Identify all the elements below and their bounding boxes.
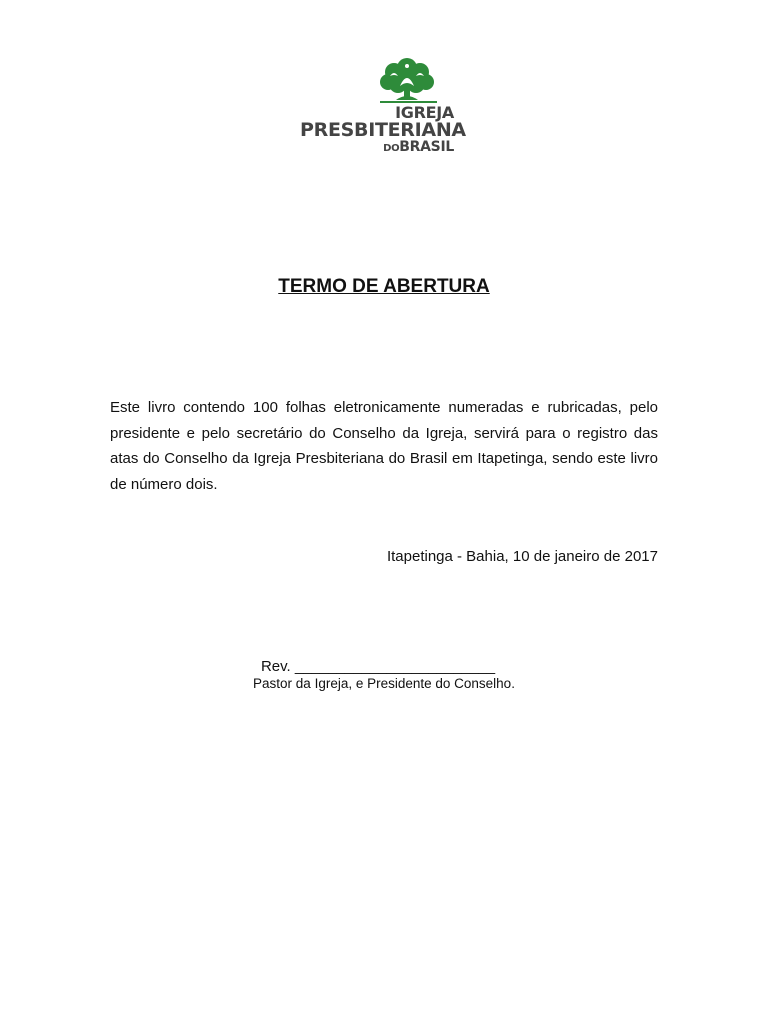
logo-line-igreja: IGREJA [395,103,454,122]
place-date: Itapetinga - Bahia, 10 de janeiro de 2017 [386,548,658,565]
document-title: TERMO DE ABERTURA [278,276,490,297]
document-body: Este livro contendo 100 folhas eletronicamente numeradas e rubricadas, pelo presidente e pelo secretário do Conselho da Igreja, servirá para o registro das atas do Conselho da Igreja Presbiteriana do Brasil em Itapetinga, sendo este livro de número dois. [110,399,658,493]
logo-wordmark [300,105,470,154]
signature-block [0,658,768,691]
logo-line-do: DO [383,143,400,154]
logo-line-do-brasil [300,140,454,154]
logo-line-presbiteriana: PRESBITERIANA [300,119,466,141]
burning-bush-tree-icon [378,56,436,104]
logo-line-brasil: BRASIL [399,139,454,155]
signature-line: Rev. ________________________ [260,658,496,675]
church-logo [300,56,470,166]
signature-role: Pastor da Igreja, e Presidente do Conselho. [253,676,515,691]
